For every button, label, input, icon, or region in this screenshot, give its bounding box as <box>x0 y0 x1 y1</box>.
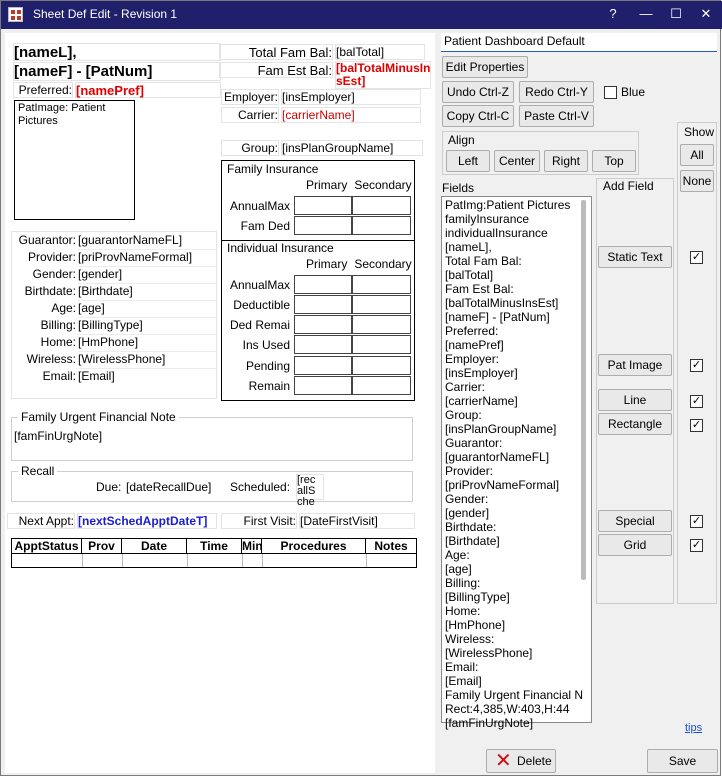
fields-list-item[interactable]: Email: <box>445 660 479 674</box>
fields-list-item[interactable]: PatImg:Patient Pictures <box>445 198 571 212</box>
fields-list-item[interactable]: Employer: <box>445 352 500 366</box>
add-static-text-button[interactable]: Static Text <box>598 246 672 268</box>
grid-col-line <box>366 554 367 567</box>
redo-button[interactable]: Redo Ctrl-Y <box>519 81 594 103</box>
family-primary-header: Primary <box>306 178 348 192</box>
align-left-button[interactable]: Left <box>446 150 490 172</box>
family-row-label: AnnualMax <box>229 199 290 213</box>
grid-header-cell[interactable]: ApptStatus <box>12 539 82 554</box>
fields-list-item[interactable]: Carrier: <box>445 380 486 394</box>
fields-list-item[interactable]: Group: <box>445 408 482 422</box>
title-bar <box>1 1 722 29</box>
fam-est-bal-value[interactable] <box>335 61 431 89</box>
individual-insurance-title: Individual Insurance <box>227 241 334 255</box>
total-fam-bal-value[interactable]: [balTotal] <box>335 44 425 60</box>
info-label[interactable]: Home: <box>40 335 76 349</box>
pat-image-field[interactable]: PatImage: Patient Pictures <box>14 100 135 220</box>
info-label[interactable]: Billing: <box>40 318 76 332</box>
individual-cell-secondary[interactable] <box>352 356 411 375</box>
family-insurance-title: Family Insurance <box>227 162 319 176</box>
info-value[interactable]: [gender] <box>78 266 216 284</box>
grid-header-cell[interactable]: Date <box>122 539 187 554</box>
individual-cell-secondary[interactable] <box>352 376 411 395</box>
group-value[interactable]: [insPlanGroupName] <box>281 140 423 156</box>
individual-cell-primary[interactable] <box>294 275 352 294</box>
add-line-button[interactable]: Line <box>598 389 672 411</box>
individual-row-label: Ins Used <box>242 338 290 352</box>
fields-title: Fields <box>442 181 475 195</box>
add-rectangle-button[interactable]: Rectangle <box>598 413 672 435</box>
individual-cell-secondary[interactable] <box>352 275 411 294</box>
due-value: [dateRecallDue] <box>126 480 212 494</box>
fields-list-item[interactable]: Billing: <box>445 576 481 590</box>
fields-list-item[interactable]: [carrierName] <box>445 394 518 408</box>
app-icon <box>8 7 23 22</box>
fields-scrollbar-thumb[interactable] <box>581 200 586 580</box>
undo-button[interactable]: Undo Ctrl-Z <box>442 81 514 103</box>
fields-list-item[interactable]: Preferred: <box>445 324 499 338</box>
fields-list-item[interactable]: [Email] <box>445 674 482 688</box>
grid-header <box>12 539 416 554</box>
minimize-button[interactable]: — <box>639 6 653 21</box>
scheduled-value <box>296 474 324 508</box>
grid-col-line <box>187 554 188 567</box>
total-fam-bal-label[interactable]: Total Fam Bal: <box>219 44 333 60</box>
carrier-value[interactable]: [carrierName] <box>281 107 421 123</box>
info-value[interactable]: [WirelessPhone] <box>78 351 216 369</box>
grid-col-line <box>262 554 263 567</box>
fields-list-item[interactable]: Family Urgent Financial N <box>445 688 584 702</box>
family-ded-primary[interactable] <box>294 216 352 235</box>
grid-col-line <box>122 554 123 567</box>
family-ded-secondary[interactable] <box>352 216 411 235</box>
grid-col-line <box>82 554 83 567</box>
grid-header-cell[interactable]: Prov <box>82 539 122 554</box>
first-visit-value[interactable]: [DateFirstVisit] <box>299 513 415 529</box>
align-group <box>442 131 639 175</box>
align-center-button[interactable]: Center <box>494 150 540 172</box>
individual-cell-secondary[interactable] <box>352 315 411 334</box>
tips-link[interactable]: tips <box>685 722 703 734</box>
individual-row-label: Ded Remai <box>229 318 290 332</box>
add-field-title: Add Field <box>603 179 654 193</box>
grid-header-cell[interactable]: Time <box>187 539 242 554</box>
scheduled-value-line2: allS <box>297 485 316 497</box>
family-annualmax-secondary[interactable] <box>352 196 411 215</box>
fields-list-item[interactable]: Fam Est Bal: <box>445 282 514 296</box>
individual-row-label: AnnualMax <box>229 278 290 292</box>
sheet-name-input[interactable]: Patient Dashboard Default <box>441 33 717 52</box>
carrier-label[interactable]: Carrier: <box>221 107 279 123</box>
add-field-group <box>596 178 674 604</box>
individual-cell-primary[interactable] <box>294 376 352 395</box>
fields-list-item[interactable]: [priProvNameFormal] <box>445 478 560 492</box>
fam-est-bal-label[interactable]: Fam Est Bal: <box>219 62 333 78</box>
info-label[interactable]: Gender: <box>32 267 76 281</box>
fields-list-item[interactable]: [guarantorNameFL] <box>445 450 550 464</box>
first-visit-label[interactable]: First Visit: <box>221 513 297 529</box>
info-label[interactable]: Wireless: <box>26 352 76 366</box>
individual-cell-secondary[interactable] <box>352 295 411 314</box>
insurance-box[interactable] <box>221 160 415 401</box>
fields-list-item[interactable]: Birthdate: <box>445 520 497 534</box>
employer-value[interactable]: [insEmployer] <box>281 89 421 105</box>
delete-button-label: Delete <box>517 754 552 768</box>
scheduled-value-line3: che <box>297 496 315 508</box>
info-value[interactable]: [Email] <box>78 369 115 383</box>
show-static-text-checkbox[interactable]: ✓ <box>691 251 702 263</box>
window-title: Sheet Def Edit - Revision 1 <box>33 7 178 21</box>
fields-list-item[interactable]: [Birthdate] <box>445 534 500 548</box>
fields-list-item[interactable]: individualInsurance <box>445 226 548 240</box>
fields-list-item[interactable]: [BillingType] <box>445 590 510 604</box>
appointment-grid[interactable] <box>11 538 417 568</box>
individual-cell-primary[interactable] <box>294 356 352 375</box>
urgent-note-value: [famFinUrgNote] <box>14 429 103 443</box>
maximize-button[interactable]: ☐ <box>670 6 682 21</box>
delete-x-icon: ✕ <box>495 750 512 772</box>
fields-list-item[interactable]: Gender: <box>445 492 489 506</box>
info-value[interactable]: [guarantorNameFL] <box>78 232 216 250</box>
individual-row-label: Remain <box>248 379 290 393</box>
show-all-button[interactable]: All <box>680 144 714 166</box>
show-special-checkbox[interactable]: ✓ <box>691 515 702 527</box>
add-grid-button[interactable]: Grid <box>598 534 672 556</box>
individual-row-label: Pending <box>245 359 290 373</box>
individual-row-label: Deductible <box>233 298 290 312</box>
fields-list-item[interactable]: Rect:4,385,W:403,H:44 <box>445 702 570 716</box>
save-button[interactable]: Save <box>647 749 718 773</box>
align-right-button[interactable]: Right <box>544 150 588 172</box>
next-appt-label[interactable]: Next Appt: <box>7 513 75 529</box>
info-value[interactable]: [HmPhone] <box>78 334 216 352</box>
show-none-button[interactable]: None <box>680 170 714 192</box>
fields-list-item[interactable]: [balTotal] <box>445 268 494 282</box>
info-value[interactable]: [Birthdate] <box>78 283 216 301</box>
add-pat-image-button[interactable]: Pat Image <box>598 354 672 376</box>
grid-header-cell[interactable]: Min <box>242 539 263 553</box>
info-label[interactable]: Provider: <box>27 250 76 264</box>
individual-cell-secondary[interactable] <box>352 335 411 354</box>
grid-header-cell[interactable]: Procedures <box>262 539 366 554</box>
urgent-note-box[interactable] <box>11 410 413 461</box>
fields-list-item[interactable]: [famFinUrgNote] <box>445 716 534 730</box>
info-value[interactable]: [BillingType] <box>78 317 216 335</box>
info-label[interactable]: Email: <box>42 369 76 383</box>
fields-list-item[interactable]: [insEmployer] <box>445 366 518 380</box>
fields-list-item[interactable]: Provider: <box>445 464 494 478</box>
fields-list[interactable] <box>441 196 592 730</box>
fields-list-item[interactable]: [insPlanGroupName] <box>445 422 557 436</box>
individual-cell-primary[interactable] <box>294 295 352 314</box>
paste-button[interactable]: Paste Ctrl-V <box>519 105 594 127</box>
info-label[interactable]: Birthdate: <box>24 284 76 298</box>
show-line-checkbox[interactable]: ✓ <box>691 395 702 407</box>
fields-list-item[interactable]: [balTotalMinusInsEst] <box>445 296 559 310</box>
help-button[interactable]: ? <box>609 6 617 21</box>
fields-list-item[interactable]: [HmPhone] <box>445 618 506 632</box>
fields-list-item[interactable]: familyInsurance <box>445 212 530 226</box>
fields-list-item[interactable]: Wireless: <box>445 632 495 646</box>
show-grid-checkbox[interactable]: ✓ <box>691 539 702 551</box>
individual-cell-primary[interactable] <box>294 335 352 354</box>
show-rectangle-checkbox[interactable]: ✓ <box>691 419 702 431</box>
family-secondary-header: Secondary <box>354 178 412 192</box>
show-pat-image-checkbox[interactable]: ✓ <box>691 359 702 371</box>
fields-list-item[interactable]: [WirelessPhone] <box>445 646 533 660</box>
individual-cell-primary[interactable] <box>294 315 352 334</box>
preferred-label[interactable]: Preferred: <box>13 82 73 98</box>
edit-properties-button[interactable]: Edit Properties <box>442 56 528 78</box>
add-special-button[interactable]: Special <box>598 510 672 532</box>
fields-list-item[interactable]: [nameL], <box>445 240 492 254</box>
fields-list-item[interactable]: [namePref] <box>445 338 504 352</box>
group-label[interactable]: Group: <box>221 140 279 156</box>
align-top-button[interactable]: Top <box>592 150 636 172</box>
fields-list-item[interactable]: [nameF] - [PatNum] <box>445 310 550 324</box>
fields-list-item[interactable]: [age] <box>445 562 472 576</box>
grid-col-line <box>242 554 243 567</box>
name-f-field[interactable]: [nameF] - [PatNum] <box>13 62 221 81</box>
name-l-field[interactable]: [nameL], <box>13 43 221 61</box>
fields-list-item[interactable]: Guarantor: <box>445 436 503 450</box>
urgent-note-title: Family Urgent Financial Note <box>18 410 179 424</box>
info-label[interactable]: Age: <box>51 301 76 315</box>
employer-label[interactable]: Employer: <box>221 89 279 105</box>
individual-secondary-header: Secondary <box>354 257 412 271</box>
recall-box[interactable] <box>11 464 413 508</box>
fields-list-inner <box>442 197 582 730</box>
fields-list-item[interactable]: Total Fam Bal: <box>445 254 522 268</box>
family-annualmax-primary[interactable] <box>294 196 352 215</box>
recall-title: Recall <box>18 464 57 478</box>
preferred-value[interactable]: [namePref] <box>75 82 221 98</box>
info-label[interactable]: Guarantor: <box>18 233 76 247</box>
blue-checkbox[interactable] <box>604 86 617 99</box>
sheet-canvas[interactable] <box>5 33 435 773</box>
due-label: Due: <box>96 480 122 494</box>
info-value[interactable]: [age] <box>78 300 216 318</box>
blue-label: Blue <box>621 85 646 99</box>
next-appt-value[interactable]: [nextSchedApptDateT] <box>77 513 217 529</box>
individual-primary-header: Primary <box>306 257 348 271</box>
fields-list-item[interactable]: Age: <box>445 548 470 562</box>
fields-list-item[interactable]: [gender] <box>445 506 490 520</box>
scheduled-value-line1: [rec <box>297 474 316 486</box>
show-title: Show <box>684 125 715 139</box>
delete-button[interactable] <box>486 749 556 773</box>
info-value[interactable]: [priProvNameFormal] <box>78 249 216 267</box>
fields-list-item[interactable]: Home: <box>445 604 481 618</box>
align-title: Align <box>448 133 475 147</box>
fam-est-bal-value-line1: [balTotalMinusIn <box>336 61 431 75</box>
patient-info-rows <box>11 231 217 399</box>
fam-est-bal-value-line2: sEst] <box>336 74 366 88</box>
copy-button[interactable]: Copy Ctrl-C <box>442 105 514 127</box>
family-row-label: Fam Ded <box>240 219 290 233</box>
close-button[interactable]: ✕ <box>700 6 712 21</box>
grid-header-cell[interactable]: Notes <box>374 539 408 553</box>
scheduled-label: Scheduled: <box>230 480 291 494</box>
